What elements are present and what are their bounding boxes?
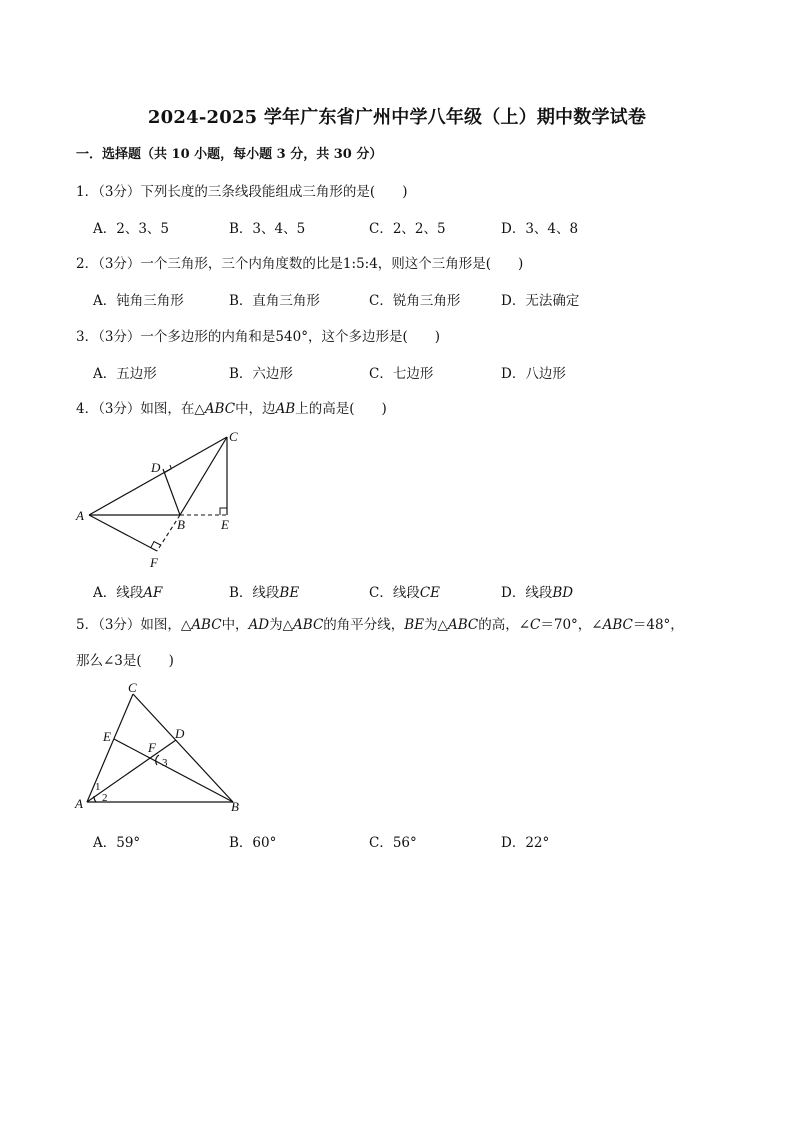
- q4-option-d: D．线段BD: [501, 585, 574, 601]
- q1-option-b: B．3、4、5: [229, 221, 306, 237]
- question-2-stem: 2．（3分）一个三角形，三个内角度数的比是1:5:4，则这个三角形是( ): [76, 256, 524, 272]
- question-1-stem: 1．（3分）下列长度的三条线段能组成三角形的是( ): [76, 184, 408, 200]
- question-5-stem-line2: 那么∠3是( ): [76, 653, 174, 669]
- q1-option-c: C．2、2、5: [369, 221, 446, 237]
- right-angle-d: [164, 465, 171, 473]
- q5-option-d: D．22°: [501, 835, 550, 851]
- q1-option-a: A．2、3、5: [93, 221, 170, 237]
- label-f: F: [148, 740, 156, 755]
- label-d: D: [175, 726, 185, 741]
- q5-option-a: A．59°: [93, 835, 141, 851]
- label-d: D: [151, 460, 161, 475]
- label-a: A: [76, 508, 84, 523]
- angle-label-2: 2: [102, 792, 108, 804]
- label-c: C: [229, 429, 238, 444]
- right-angle-e: [220, 508, 227, 515]
- label-b: B: [177, 517, 185, 532]
- q2-option-b: B．直角三角形: [229, 293, 320, 309]
- exam-title: 2024-2025 学年广东省广州中学八年级（上）期中数学试卷: [147, 107, 647, 128]
- q5-option-c: C．56°: [369, 835, 417, 851]
- q4-option-a: A．线段AF: [93, 585, 163, 601]
- label-e: E: [103, 729, 111, 744]
- segment-bc: [180, 437, 227, 515]
- question-5-figure: [70, 680, 250, 820]
- q5-option-b: B．60°: [229, 835, 277, 851]
- q3-option-c: C．七边形: [369, 366, 434, 382]
- label-f: F: [150, 555, 158, 570]
- q3-option-a: A．五边形: [93, 366, 157, 382]
- label-c: C: [128, 680, 137, 695]
- label-a: A: [75, 796, 83, 811]
- question-4-stem: 4．（3分）如图，在△ABC中，边AB上的高是( ): [76, 401, 387, 417]
- q1-option-d: D．3、4、8: [501, 221, 579, 237]
- angle-arc-3: [156, 755, 159, 765]
- label-b: B: [231, 799, 239, 814]
- section-heading: 一．选择题（共 10 小题，每小题 3 分，共 30 分）: [76, 147, 383, 162]
- question-5-stem-line1: 5．（3分）如图，△ABC中，AD为△ABC的角平分线，BE为△ABC的高，∠C＝70°，∠ABC＝48°，: [76, 617, 684, 633]
- question-3-stem: 3．（3分）一个多边形的内角和是540°，这个多边形是( ): [76, 329, 440, 345]
- q4-option-b: B．线段BE: [229, 585, 300, 601]
- segment-af: [89, 515, 157, 551]
- q3-option-b: B．六边形: [229, 366, 293, 382]
- q2-option-d: D．无法确定: [501, 293, 580, 309]
- segment-bd: [163, 469, 180, 515]
- segment-ac: [89, 437, 227, 515]
- angle-label-1: 1: [95, 781, 101, 793]
- question-4-figure: [70, 425, 260, 575]
- q4-option-c: C．线段CE: [369, 585, 441, 601]
- q2-option-a: A．钝角三角形: [93, 293, 184, 309]
- q3-option-d: D．八边形: [501, 366, 566, 382]
- label-e: E: [221, 517, 229, 532]
- angle-label-3: 3: [162, 757, 168, 769]
- q2-option-c: C．锐角三角形: [369, 293, 461, 309]
